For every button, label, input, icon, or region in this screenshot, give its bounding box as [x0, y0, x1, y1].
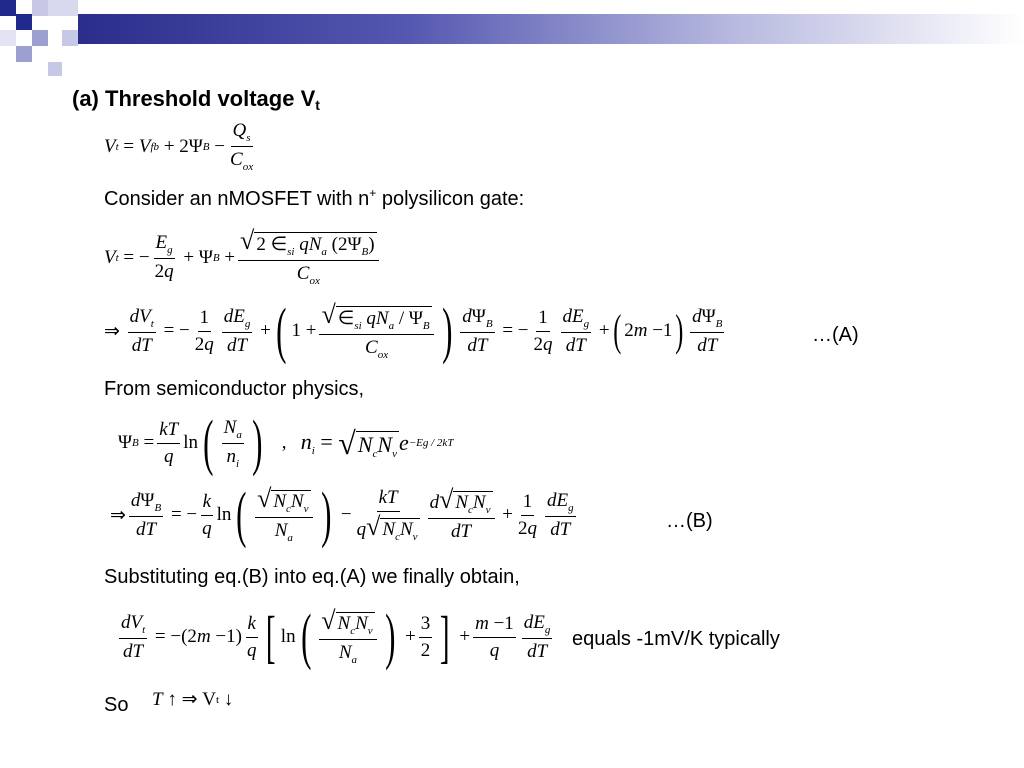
slide-title: (a) Threshold voltage $V_t$	[72, 86, 320, 113]
equation-threshold-voltage: V t = V fb + 2Ψ B − $\frac{Q_s}{C_{ox}}$	[104, 120, 254, 173]
deco-square	[62, 30, 78, 46]
text-consider: Consider an nMOSFET with n+ polysilicon gate:	[104, 186, 525, 210]
equation-dpsi-dt-B: ⇒ $\frac{d\Psi_B}{dT}$ = − $\frac{k}{q}$ ln ( √ $N_cN_v$ $N_a$ ) − kT q √ $N_cN_v$ d √ $N_cN_v$ dT + $\frac{1}{2q}$ $\frac{dE_g}{dT}$	[110, 481, 574, 549]
text-so: So	[104, 694, 129, 716]
deco-square	[0, 30, 16, 46]
deco-square	[0, 0, 16, 16]
text-from-physics: From semiconductor physics,	[104, 378, 365, 400]
deco-square	[48, 0, 78, 16]
equation-psi-b-ni: Ψ B = $\frac{kT}{q}$ ln ( $\frac{N_a}{n_i}$ ) , $n_i$ = √ $N_cN_v$ e −Eg / 2kT	[118, 409, 454, 477]
equation-final-dvt-dt: $\frac{dV_t}{dT}$ = −(2 m −1) $\frac{k}{q}$ [ ln ( √ $N_cN_v$ $N_a$ ) + $\frac{3}{2}$ ] + $\frac{m -1}{q}$ $\frac{dE_g}{dT}$	[121, 603, 551, 671]
equation-label-B: …(B)	[666, 510, 713, 532]
equation-vt-nmosfet: V t = − $\frac{E_g}{2q}$ + Ψ B + √ 2 $\in_{si}$ $qN_a$ $(2\Psi_B)$ $C_{ox}$	[104, 228, 382, 287]
header-gradient-bar	[78, 14, 1024, 44]
text-substituting: Substituting eq.(B) into eq.(A) we finally obtain,	[104, 566, 520, 588]
deco-square	[32, 30, 48, 46]
equation-conclusion: T ↑ ⇒ V t ↓	[152, 688, 234, 710]
deco-square	[16, 14, 32, 30]
deco-square	[48, 62, 62, 76]
text-typically: equals -1mV/K typically	[572, 628, 780, 650]
equation-dvt-dt-A: ⇒ $\frac{dV_t}{dT}$ = − $\frac{1}{2q}$ $\frac{dE_g}{dT}$ + ( 1 + √ $\in_{si}$ $qN_a / \Psi_B$ $C_{ox}$ ) $\frac{d\Psi_B}{dT}$ = − $\frac{1}{2q}$ $\frac{dE_g}{dT}$ + ( 2 m −1 ) $\frac{d\Psi_B}{dT}$	[104, 297, 723, 365]
deco-square	[16, 46, 32, 62]
equation-label-A: …(A)	[812, 324, 859, 346]
deco-square	[32, 0, 48, 16]
